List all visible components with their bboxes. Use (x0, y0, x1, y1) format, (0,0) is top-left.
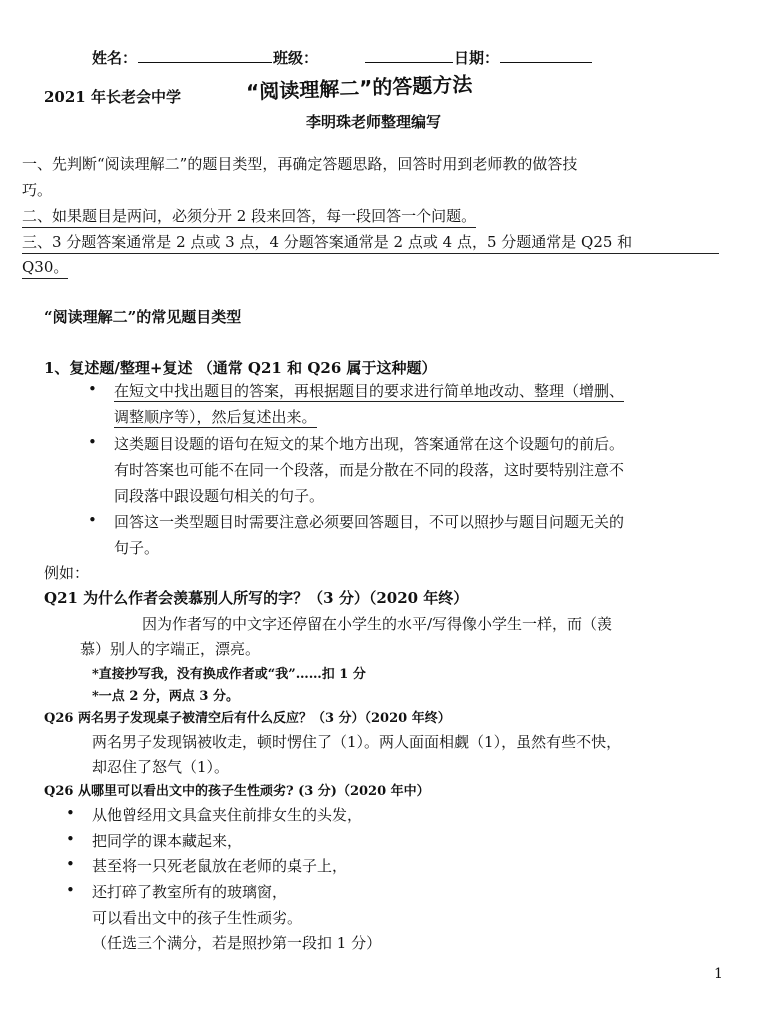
type1-bullet1-line1 (114, 380, 624, 401)
type1-bullet3-line2: 句子。 (114, 539, 160, 557)
type1-bullet1-text1: 在短文中找出题目的答案，再根据题目的要求进行简单地改动、整理（增删、 (114, 382, 625, 400)
type1-bullet1-text2: 调整顺序等），然后复述出来。 (114, 408, 317, 426)
q26a-answer-line2: 却忍住了怒气（1）。 (92, 758, 230, 776)
page-title: “阅读理解二”的答题方法 (245, 72, 473, 104)
name-field[interactable] (138, 47, 272, 63)
class-field[interactable] (365, 47, 453, 63)
rule-1-line1: 一、先判断“阅读理解二”的题目类型，再确定答题思路，回答时用到老师教的做答技 (22, 155, 578, 173)
q26b-note: （任选三个满分，若是照抄第一段扣 1 分） (92, 934, 382, 952)
type1-bullet2-line1: 这类题目设题的语句在短文的某个地方出现，答案通常在这个设题句的前后。 (114, 435, 625, 453)
q26b-bullet2: 把同学的课本藏起来， (92, 832, 243, 850)
bullet-icon: • (88, 433, 97, 451)
type1-bullet2-line2: 有时答案也可能不在同一个段落，而是分散在不同的段落，这时要特别注意不 (114, 461, 625, 479)
date-label: 日期： (454, 49, 500, 67)
bullet-icon: • (66, 804, 75, 822)
q26b-question: Q26 从哪里可以看出文中的孩子生性顽劣? (3 分)（2020 年中） (44, 784, 430, 799)
date-field[interactable] (500, 47, 592, 63)
q21-question: Q21 为什么作者会羡慕别人所写的字？（3 分）（2020 年终） (44, 589, 469, 607)
q21-answer-line1: 因为作者写的中文字还停留在小学生的水平/写得像小学生一样，而（羡 (142, 615, 613, 633)
q26b-bullet3: 甚至将一只死老鼠放在老师的桌子上， (92, 857, 348, 875)
bullet-icon: • (88, 380, 97, 398)
q26b-bullet4: 还打碎了教室所有的玻璃窗， (92, 883, 288, 901)
rule-1-line2: 巧。 (22, 181, 53, 199)
rule-2: 二、如果题目是两问，必须分开 2 段来回答，每一段回答一个问题。 (22, 205, 476, 228)
student-info-line (92, 47, 593, 68)
name-label: 姓名： (92, 49, 138, 67)
school-year: 2021 年长老会中学 (44, 88, 181, 106)
bullet-icon: • (88, 511, 97, 529)
example-label: 例如： (44, 564, 90, 582)
rule-3-line1: 三、3 分题答案通常是 2 点或 3 点，4 分题答案通常是 2 点或 4 点，5 分题通常是 Q25 和 (22, 231, 719, 254)
type1-bullet1-line2 (114, 406, 317, 427)
bullet-icon: • (66, 881, 75, 899)
type1-bullet3-line1: 回答这一类型题目时需要注意必须要回答题目，不可以照抄与题目问题无关的 (114, 513, 625, 531)
q21-answer-line2: 慕）别人的字端正，漂亮。 (80, 640, 261, 658)
author-line: 李明珠老师整理编写 (306, 113, 442, 131)
bullet-icon: • (66, 830, 75, 848)
section-title: “阅读理解二”的常见题目类型 (44, 308, 242, 326)
rule-3-line2: Q30。 (22, 256, 68, 279)
q26a-question: Q26 两名男子发现桌子被清空后有什么反应？（3 分）（2020 年终） (44, 711, 451, 726)
type1-bullet2-line3: 同段落中跟设题句相关的句子。 (114, 487, 325, 505)
type1-heading: 1、复述题/整理+复述 （通常 Q21 和 Q26 属于这种题） (44, 359, 437, 377)
q26b-bullet1: 从他曾经用文具盒夹住前排女生的头发， (92, 806, 363, 824)
class-label: 班级： (273, 49, 319, 67)
q26b-conclusion: 可以看出文中的孩子生性顽劣。 (92, 909, 303, 927)
bullet-icon: • (66, 855, 75, 873)
page-number: 1 (714, 966, 723, 982)
q26a-answer-line1: 两名男子发现锅被收走，顿时愣住了（1）。两人面面相觑（1），虽然有些不快， (92, 733, 622, 751)
q21-note1: *直接抄写我，没有换成作者或“我”……扣 1 分 (92, 667, 366, 682)
q21-note2: *一点 2 分，两点 3 分。 (92, 689, 239, 704)
